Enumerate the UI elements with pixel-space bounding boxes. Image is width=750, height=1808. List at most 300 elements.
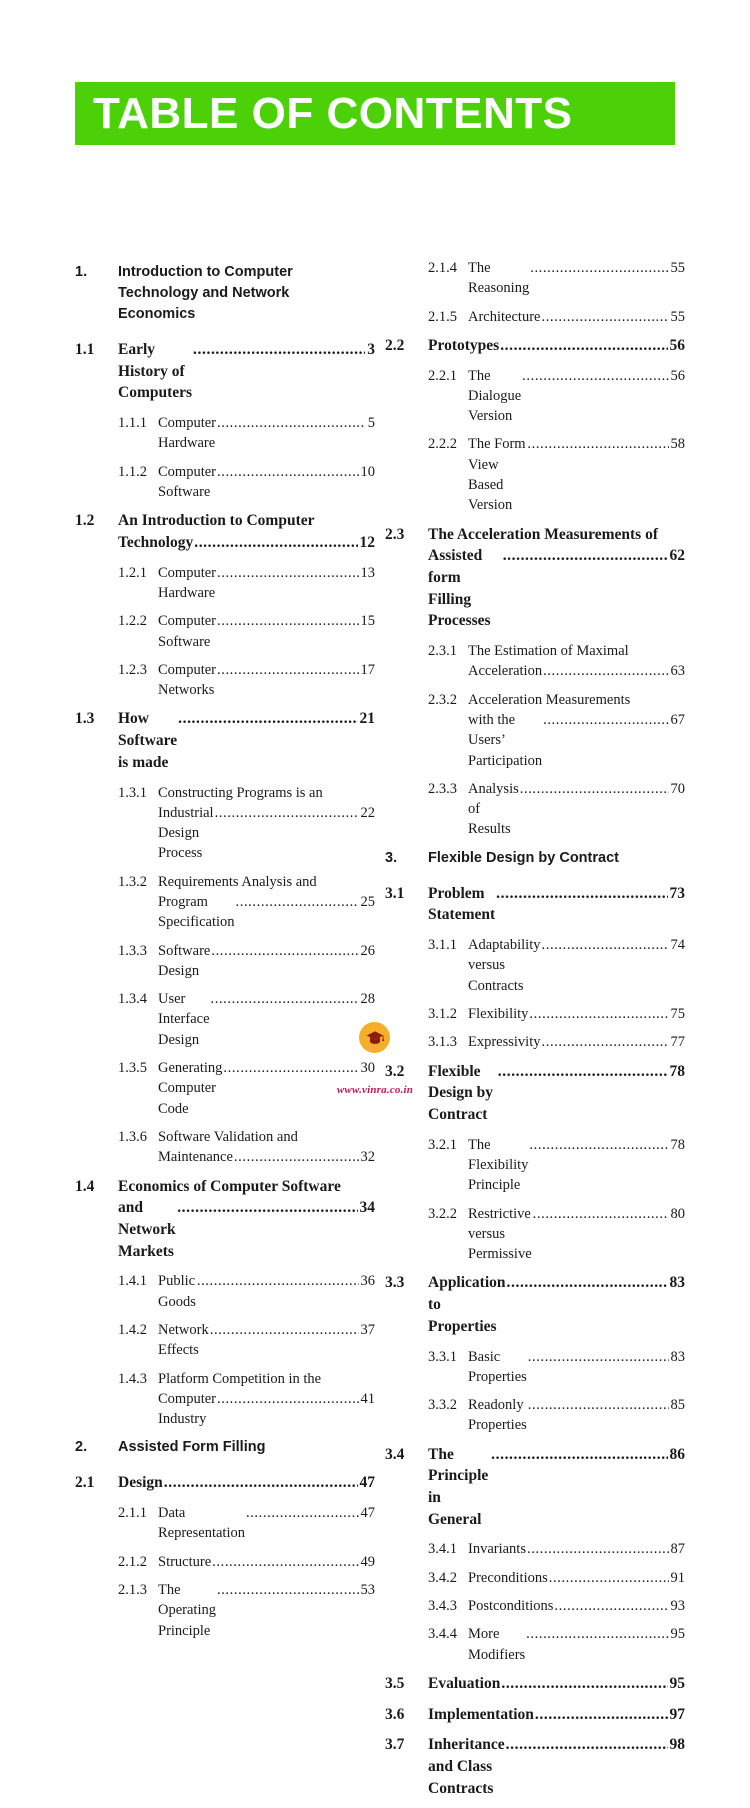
- toc-entry-title-last-line: [468, 434, 685, 515]
- toc-entry-page-number: 41: [360, 1390, 375, 1407]
- toc-entry-body: [118, 1176, 375, 1263]
- toc-entry-title-text: Computer Hardware: [158, 415, 220, 452]
- toc-entry-title-text: Software Design: [158, 942, 214, 979]
- toc-entry-title-last-line: [468, 661, 685, 681]
- toc-entry-title-last-line: [158, 1580, 375, 1641]
- toc-section-entry[interactable]: [75, 1472, 375, 1494]
- toc-leader-dots: [210, 1320, 359, 1340]
- toc-entry-page-number: 86: [669, 1445, 685, 1463]
- toc-column-right: [385, 258, 685, 1808]
- toc-leader-dots: [246, 1503, 359, 1523]
- toc-subsection-entry[interactable]: [385, 1395, 685, 1436]
- toc-entry-body: [158, 872, 375, 933]
- toc-leader-dots: [528, 1347, 669, 1367]
- toc-chapter-entry[interactable]: [75, 262, 375, 325]
- toc-entry-page-number: 80: [670, 1205, 685, 1222]
- toc-leader-dots: [529, 1135, 668, 1155]
- toc-entry-body: [428, 1444, 685, 1531]
- toc-entry-title-last-line: [428, 335, 685, 357]
- toc-entry-body: [468, 1624, 685, 1665]
- toc-entry-body: [118, 262, 375, 325]
- toc-leader-dots: [217, 413, 366, 433]
- toc-entry-page-number: 62: [669, 547, 685, 565]
- toc-entry-title-text: Postconditions: [468, 1598, 554, 1615]
- toc-subsection-entry[interactable]: [75, 413, 375, 454]
- toc-entry-body: [468, 1596, 685, 1616]
- toc-entry-page-number: 56: [670, 367, 685, 384]
- toc-leader-dots: [520, 779, 669, 799]
- toc-leader-dots: [236, 892, 359, 912]
- toc-entry-body: [158, 783, 375, 864]
- toc-leader-dots: [217, 611, 359, 631]
- toc-subsection-entry[interactable]: [385, 1624, 685, 1665]
- toc-entry-title-last-line: [118, 1437, 375, 1458]
- toc-entry-body: [468, 1135, 685, 1196]
- toc-entry-page-number: 97: [669, 1705, 685, 1723]
- toc-entry-number: 1.3.4: [118, 991, 147, 1008]
- toc-entry-title-last-line: [468, 1135, 685, 1196]
- toc-entry-page-number: 98: [669, 1736, 685, 1754]
- toc-entry-title-text: Network Effects: [158, 1321, 213, 1359]
- toc-entry-title-last-line: [468, 935, 685, 996]
- toc-entry-title-line: Technology and Network: [118, 285, 290, 302]
- toc-entry-number: 3.2.1: [428, 1136, 457, 1153]
- toc-entry-title-line: Software Validation and: [158, 1128, 298, 1145]
- toc-leader-dots: [501, 1673, 667, 1695]
- toc-entry-title-last-line: [428, 1444, 685, 1531]
- toc-entry-page-number: 83: [670, 1348, 685, 1365]
- toc-entry-number: 3.2.2: [428, 1205, 457, 1222]
- toc-leader-dots: [503, 545, 668, 567]
- toc-entry-number: 1.: [75, 264, 88, 280]
- toc-subsection-entry[interactable]: [75, 660, 375, 701]
- toc-subsection-entry[interactable]: [385, 935, 685, 996]
- toc-entry-number: 3.5: [385, 1674, 405, 1692]
- toc-entry-title-last-line: [428, 848, 685, 869]
- toc-entry-title-text: Prototypes: [428, 336, 504, 354]
- toc-leader-dots: [498, 1061, 668, 1083]
- toc-entry-number: 2.3: [385, 525, 405, 543]
- toc-entry-body: [118, 708, 375, 773]
- toc-section-entry[interactable]: [385, 1673, 685, 1695]
- toc-entry-body: [428, 883, 685, 926]
- toc-entry-number: 3.1.2: [428, 1006, 457, 1023]
- toc-section-entry[interactable]: [75, 510, 375, 553]
- toc-entry-body: [158, 611, 375, 652]
- toc-entry-page-number: 83: [669, 1274, 685, 1292]
- toc-entry-title-line: Economics of Computer Software: [118, 1177, 341, 1195]
- toc-chapter-entry[interactable]: [385, 848, 685, 869]
- toc-entry-page-number: 32: [360, 1149, 375, 1166]
- toc-entry-number: 1.3: [75, 710, 95, 728]
- toc-entry-title-text: The Reasoning: [468, 260, 530, 297]
- toc-entry-title-text: Computer Networks: [158, 661, 220, 699]
- toc-entry-page-number: 78: [670, 1136, 685, 1153]
- toc-subsection-entry[interactable]: [75, 462, 375, 503]
- toc-entry-body: [158, 462, 375, 503]
- toc-entry-body: [468, 1032, 685, 1052]
- toc-entry-title-last-line: [158, 1271, 375, 1312]
- toc-entry-title-text: Problem Statement: [428, 884, 496, 924]
- toc-entry-number: 3.4.2: [428, 1569, 457, 1586]
- toc-leader-dots: [217, 462, 359, 482]
- toc-leader-dots: [541, 307, 668, 327]
- toc-entry-number: 1.4.1: [118, 1273, 147, 1290]
- toc-entry-number: 2.2.1: [428, 367, 457, 384]
- page-title: TABLE OF CONTENTS: [93, 88, 573, 138]
- toc-entry-title-text: Implementation: [428, 1705, 534, 1723]
- toc-subsection-entry[interactable]: [75, 941, 375, 982]
- toc-entry-body: [428, 1734, 685, 1799]
- toc-entry-number: 1.1: [75, 341, 95, 359]
- toc-entry-title-last-line: [158, 941, 375, 982]
- toc-leader-dots: [543, 661, 668, 681]
- toc-subsection-entry[interactable]: [385, 1004, 685, 1024]
- toc-entry-body: [118, 339, 375, 404]
- toc-leader-dots: [178, 708, 357, 730]
- toc-entry-body: [468, 1568, 685, 1588]
- toc-leader-dots: [217, 1580, 359, 1600]
- toc-entry-title-last-line: [468, 1624, 685, 1665]
- toc-entry-body: [158, 1369, 375, 1430]
- toc-entry-title-text: Technology: [118, 533, 194, 551]
- toc-entry-number: 1.2.3: [118, 661, 147, 678]
- toc-entry-number: 1.1.2: [118, 463, 147, 480]
- toc-entry-title-text: Computer Industry: [158, 1390, 220, 1428]
- toc-entry-title-text: Design: [118, 1474, 167, 1492]
- toc-entry-body: [428, 335, 685, 357]
- toc-entry-title-last-line: [428, 1704, 685, 1726]
- toc-column-left: [75, 258, 375, 1649]
- toc-entry-title-line: The Estimation of Maximal: [468, 643, 629, 660]
- toc-entry-page-number: 70: [670, 780, 685, 797]
- toc-entry-title-line: Introduction to Computer: [118, 264, 293, 280]
- toc-entry-title-last-line: [468, 1204, 685, 1265]
- toc-entry-page-number: 77: [670, 1034, 685, 1051]
- toc-entry-number: 2.1.1: [118, 1505, 147, 1522]
- toc-entry-title-last-line: [158, 1552, 375, 1572]
- toc-entry-title-text: Invariants: [468, 1541, 526, 1558]
- toc-entry-page-number: 95: [669, 1674, 685, 1692]
- toc-subsection-entry[interactable]: [385, 641, 685, 682]
- toc-entry-number: 2.3.3: [428, 780, 457, 797]
- toc-subsection-entry[interactable]: [385, 434, 685, 515]
- toc-entry-number: 3.3.1: [428, 1348, 457, 1365]
- toc-entry-title-last-line: [468, 1568, 685, 1588]
- toc-entry-number: 2.2.2: [428, 436, 457, 453]
- toc-subsection-entry[interactable]: [75, 989, 375, 1050]
- toc-entry-title-text: Readonly Properties: [468, 1397, 531, 1434]
- toc-entry-title-text: How Software is made: [118, 710, 181, 771]
- toc-entry-page-number: 10: [360, 463, 375, 480]
- toc-entry-title-last-line: [118, 1472, 375, 1494]
- toc-entry-page-number: 36: [360, 1273, 375, 1290]
- toc-section-entry[interactable]: [385, 524, 685, 632]
- toc-entry-body: [468, 779, 685, 840]
- toc-entry-page-number: 37: [360, 1321, 375, 1338]
- toc-chapter-entry[interactable]: [75, 1437, 375, 1458]
- toc-leader-dots: [223, 1058, 358, 1078]
- toc-subsection-entry[interactable]: [75, 611, 375, 652]
- toc-entry-page-number: 55: [670, 308, 685, 325]
- toc-entry-page-number: 87: [670, 1541, 685, 1558]
- toc-leader-dots: [491, 1444, 667, 1466]
- toc-entry-title-last-line: [468, 1032, 685, 1052]
- toc-entry-title-last-line: [468, 779, 685, 840]
- toc-section-entry[interactable]: [75, 708, 375, 773]
- toc-leader-dots: [535, 1704, 668, 1726]
- toc-entry-body: [158, 660, 375, 701]
- toc-entry-title-last-line: [428, 545, 685, 632]
- toc-entry-title-last-line: [428, 1673, 685, 1695]
- toc-subsection-entry[interactable]: [385, 307, 685, 327]
- toc-entry-page-number: 12: [359, 533, 375, 551]
- toc-entry-page-number: 22: [360, 804, 375, 821]
- toc-entry-title-text: Assisted Form Filling: [118, 1439, 266, 1456]
- toc-entry-body: [428, 1272, 685, 1337]
- toc-leader-dots: [193, 339, 365, 361]
- toc-entry-body: [468, 258, 685, 299]
- toc-entry-title-text: Architecture: [468, 308, 545, 325]
- toc-leader-dots: [197, 1271, 359, 1291]
- toc-subsection-entry[interactable]: [75, 1320, 375, 1361]
- toc-section-entry[interactable]: [385, 335, 685, 357]
- toc-entry-page-number: 63: [670, 663, 685, 680]
- toc-leader-dots: [177, 1197, 357, 1219]
- toc-entry-title-last-line: [468, 307, 685, 327]
- toc-entry-page-number: 73: [669, 884, 685, 902]
- toc-entry-body: [468, 1395, 685, 1436]
- toc-leader-dots: [542, 935, 669, 955]
- toc-entry-page-number: 91: [670, 1569, 685, 1586]
- toc-entry-number: 2.2: [385, 336, 405, 354]
- toc-entry-body: [468, 935, 685, 996]
- footer-site-url[interactable]: www.vinra.co.in: [336, 1084, 414, 1096]
- toc-section-entry[interactable]: [385, 1272, 685, 1337]
- toc-entry-title-last-line: [428, 1272, 685, 1337]
- toc-subsection-entry[interactable]: [385, 1347, 685, 1388]
- toc-entry-title-last-line: [158, 803, 375, 864]
- toc-entry-title-text: Basic Properties: [468, 1348, 531, 1385]
- toc-entry-number: 2.3.1: [428, 643, 457, 660]
- toc-entry-title-text: Data Representation: [158, 1505, 245, 1542]
- toc-entry-title-text: Flexibility: [468, 1006, 529, 1023]
- toc-entry-number: 2.1: [75, 1474, 95, 1492]
- toc-entry-page-number: 13: [360, 564, 375, 581]
- toc-leader-dots: [506, 1734, 668, 1756]
- toc-entry-page-number: 53: [360, 1581, 375, 1598]
- toc-entry-body: [428, 1673, 685, 1695]
- toc-entry-body: [158, 1271, 375, 1312]
- toc-entry-body: [158, 941, 375, 982]
- toc-entry-number: 1.3.3: [118, 942, 147, 959]
- toc-subsection-entry[interactable]: [75, 1369, 375, 1430]
- toc-subsection-entry[interactable]: [385, 1539, 685, 1559]
- toc-entry-page-number: 17: [360, 661, 375, 678]
- toc-entry-title-text: Preconditions: [468, 1569, 548, 1586]
- toc-subsection-entry[interactable]: [385, 1568, 685, 1588]
- toc-subsection-entry[interactable]: [75, 1127, 375, 1168]
- toc-entry-number: 2.3.2: [428, 691, 457, 708]
- toc-entry-body: [158, 1503, 375, 1544]
- toc-entry-body: [468, 434, 685, 515]
- toc-entry-body: [158, 1580, 375, 1641]
- toc-entry-number: 1.2: [75, 512, 95, 530]
- toc-entry-title-text: Expressivity: [468, 1034, 541, 1051]
- toc-section-entry[interactable]: [385, 883, 685, 926]
- toc-entry-number: 1.2.2: [118, 613, 147, 630]
- toc-entry-body: [158, 563, 375, 604]
- toc-leader-dots: [211, 941, 358, 961]
- toc-entry-number: 3.1.1: [428, 937, 457, 954]
- toc-subsection-entry[interactable]: [385, 1032, 685, 1052]
- toc-subsection-entry[interactable]: [385, 1596, 685, 1616]
- toc-entry-title-last-line: [158, 563, 375, 604]
- toc-subsection-entry[interactable]: [385, 1204, 685, 1265]
- toc-entry-title-text: The Principle in General: [428, 1445, 493, 1528]
- toc-entry-title-text: The Dialogue Version: [468, 367, 525, 425]
- toc-entry-number: 2.1.3: [118, 1581, 147, 1598]
- toc-entry-title-line: Requirements Analysis and: [158, 873, 317, 890]
- toc-subsection-entry[interactable]: [385, 258, 685, 299]
- toc-leader-dots: [527, 434, 668, 454]
- toc-entry-title-last-line: [118, 532, 375, 554]
- toc-entry-number: 3.1.3: [428, 1034, 457, 1051]
- toc-subsection-entry[interactable]: [385, 1135, 685, 1196]
- toc-entry-title-last-line: [468, 366, 685, 427]
- toc-entry-body: [428, 1704, 685, 1726]
- toc-section-entry[interactable]: [385, 1444, 685, 1531]
- toc-entry-title-last-line: [158, 413, 375, 454]
- toc-subsection-entry[interactable]: [75, 783, 375, 864]
- toc-entry-title-last-line: [468, 1539, 685, 1559]
- toc-leader-dots: [528, 1395, 669, 1415]
- toc-entry-number: 2.1.4: [428, 260, 457, 276]
- toc-subsection-entry[interactable]: [75, 1503, 375, 1544]
- toc-entry-title-last-line: [158, 1503, 375, 1544]
- toc-entry-page-number: 85: [670, 1397, 685, 1414]
- toc-entry-title-last-line: [118, 708, 375, 773]
- toc-leader-dots: [533, 1204, 669, 1224]
- toc-entry-title-last-line: [158, 989, 375, 1050]
- toc-entry-title-text: Economics: [118, 306, 196, 323]
- toc-entry-page-number: 93: [670, 1598, 685, 1615]
- toc-entry-title-last-line: [158, 462, 375, 503]
- toc-entry-title-text: Flexible Design by Contract: [428, 1062, 497, 1124]
- toc-entry-body: [158, 989, 375, 1050]
- toc-entry-number: 3.: [385, 849, 398, 866]
- toc-subsection-entry[interactable]: [385, 779, 685, 840]
- toc-entry-page-number: 28: [360, 991, 375, 1008]
- toc-entry-number: 3.4.1: [428, 1541, 457, 1558]
- toc-entry-title-text: Acceleration: [468, 663, 543, 680]
- toc-entry-number: 3.1: [385, 884, 405, 902]
- toc-entry-body: [428, 848, 685, 869]
- toc-entry-body: [468, 1004, 685, 1024]
- toc-entry-title-text: Early History of Computers: [118, 341, 193, 402]
- toc-entry-title-last-line: [468, 258, 685, 299]
- toc-banner: [75, 82, 675, 145]
- toc-subsection-entry[interactable]: [75, 1271, 375, 1312]
- toc-entry-body: [468, 1347, 685, 1388]
- toc-entry-number: 2.1.5: [428, 308, 457, 325]
- toc-entry-page-number: 74: [670, 937, 685, 954]
- toc-subsection-entry[interactable]: [75, 1580, 375, 1641]
- toc-entry-body: [118, 510, 375, 553]
- toc-entry-title-last-line: [158, 1320, 375, 1361]
- toc-entry-number: 3.2: [385, 1062, 405, 1080]
- toc-entry-body: [468, 1204, 685, 1265]
- toc-entry-title-last-line: [158, 892, 375, 933]
- toc-entry-number: 3.4.4: [428, 1626, 457, 1643]
- toc-entry-page-number: 78: [669, 1062, 685, 1080]
- toc-entry-number: 1.2.1: [118, 564, 147, 581]
- toc-entry-body: [468, 366, 685, 427]
- toc-entry-title-text: Computer Software: [158, 463, 220, 500]
- toc-entry-page-number: 47: [359, 1474, 375, 1492]
- toc-entry-page-number: 49: [360, 1553, 375, 1570]
- toc-entry-title-text: Flexible Design by Contract: [428, 849, 619, 866]
- toc-subsection-entry[interactable]: [385, 366, 685, 427]
- toc-leader-dots: [217, 563, 359, 583]
- toc-section-entry[interactable]: [75, 1176, 375, 1263]
- toc-section-entry[interactable]: [385, 1734, 685, 1799]
- toc-leader-dots: [529, 1004, 668, 1024]
- toc-entry-title-text: Evaluation: [428, 1674, 505, 1692]
- toc-leader-dots: [234, 1147, 359, 1167]
- toc-entry-title-text: The Flexibility Principle: [468, 1136, 533, 1194]
- toc-entry-title-text: Maintenance: [158, 1149, 233, 1166]
- toc-entry-number: 1.1.1: [118, 415, 147, 432]
- toc-entry-title-last-line: [468, 1395, 685, 1436]
- toc-section-entry[interactable]: [75, 339, 375, 404]
- toc-entry-page-number: 34: [359, 1199, 375, 1217]
- toc-entry-title-text: More Modifiers: [468, 1626, 529, 1663]
- toc-subsection-entry[interactable]: [75, 1552, 375, 1572]
- toc-leader-dots: [215, 803, 359, 823]
- toc-entry-title-line: Acceleration Measurements: [468, 691, 631, 708]
- toc-subsection-entry[interactable]: [75, 872, 375, 933]
- toc-entry-title-line: The Acceleration Measurements of: [428, 525, 659, 543]
- toc-section-entry[interactable]: [385, 1704, 685, 1726]
- toc-entry-number: 3.3.2: [428, 1397, 457, 1414]
- toc-entry-number: 1.4.2: [118, 1321, 147, 1338]
- toc-entry-title-text: Analysis of Results: [468, 780, 523, 838]
- toc-entry-page-number: 67: [670, 711, 685, 728]
- toc-entry-title-last-line: [118, 304, 375, 325]
- toc-entry-title-text: Generating Computer Code: [158, 1060, 227, 1117]
- toc-entry-page-number: 15: [360, 613, 375, 630]
- toc-entry-body: [118, 1437, 375, 1458]
- toc-leader-dots: [542, 1032, 669, 1052]
- toc-entry-page-number: 25: [360, 894, 375, 910]
- toc-entry-number: 2.1.2: [118, 1553, 147, 1570]
- toc-entry-page-number: 26: [360, 942, 375, 959]
- toc-entry-number: 3.7: [385, 1736, 405, 1754]
- toc-entry-number: 1.3.2: [118, 873, 147, 890]
- toc-entry-title-last-line: [118, 1197, 375, 1262]
- toc-entry-title-text: and Network Markets: [118, 1199, 180, 1260]
- toc-leader-dots: [164, 1472, 358, 1494]
- toc-entry-body: [468, 307, 685, 327]
- toc-entry-title-last-line: [468, 710, 685, 771]
- toc-subsection-entry[interactable]: [385, 690, 685, 771]
- toc-subsection-entry[interactable]: [75, 563, 375, 604]
- toc-leader-dots: [554, 1596, 668, 1616]
- toc-entry-page-number: 47: [360, 1505, 375, 1522]
- toc-entry-body: [158, 1552, 375, 1572]
- toc-entry-title-text: Application to Properties: [428, 1274, 510, 1335]
